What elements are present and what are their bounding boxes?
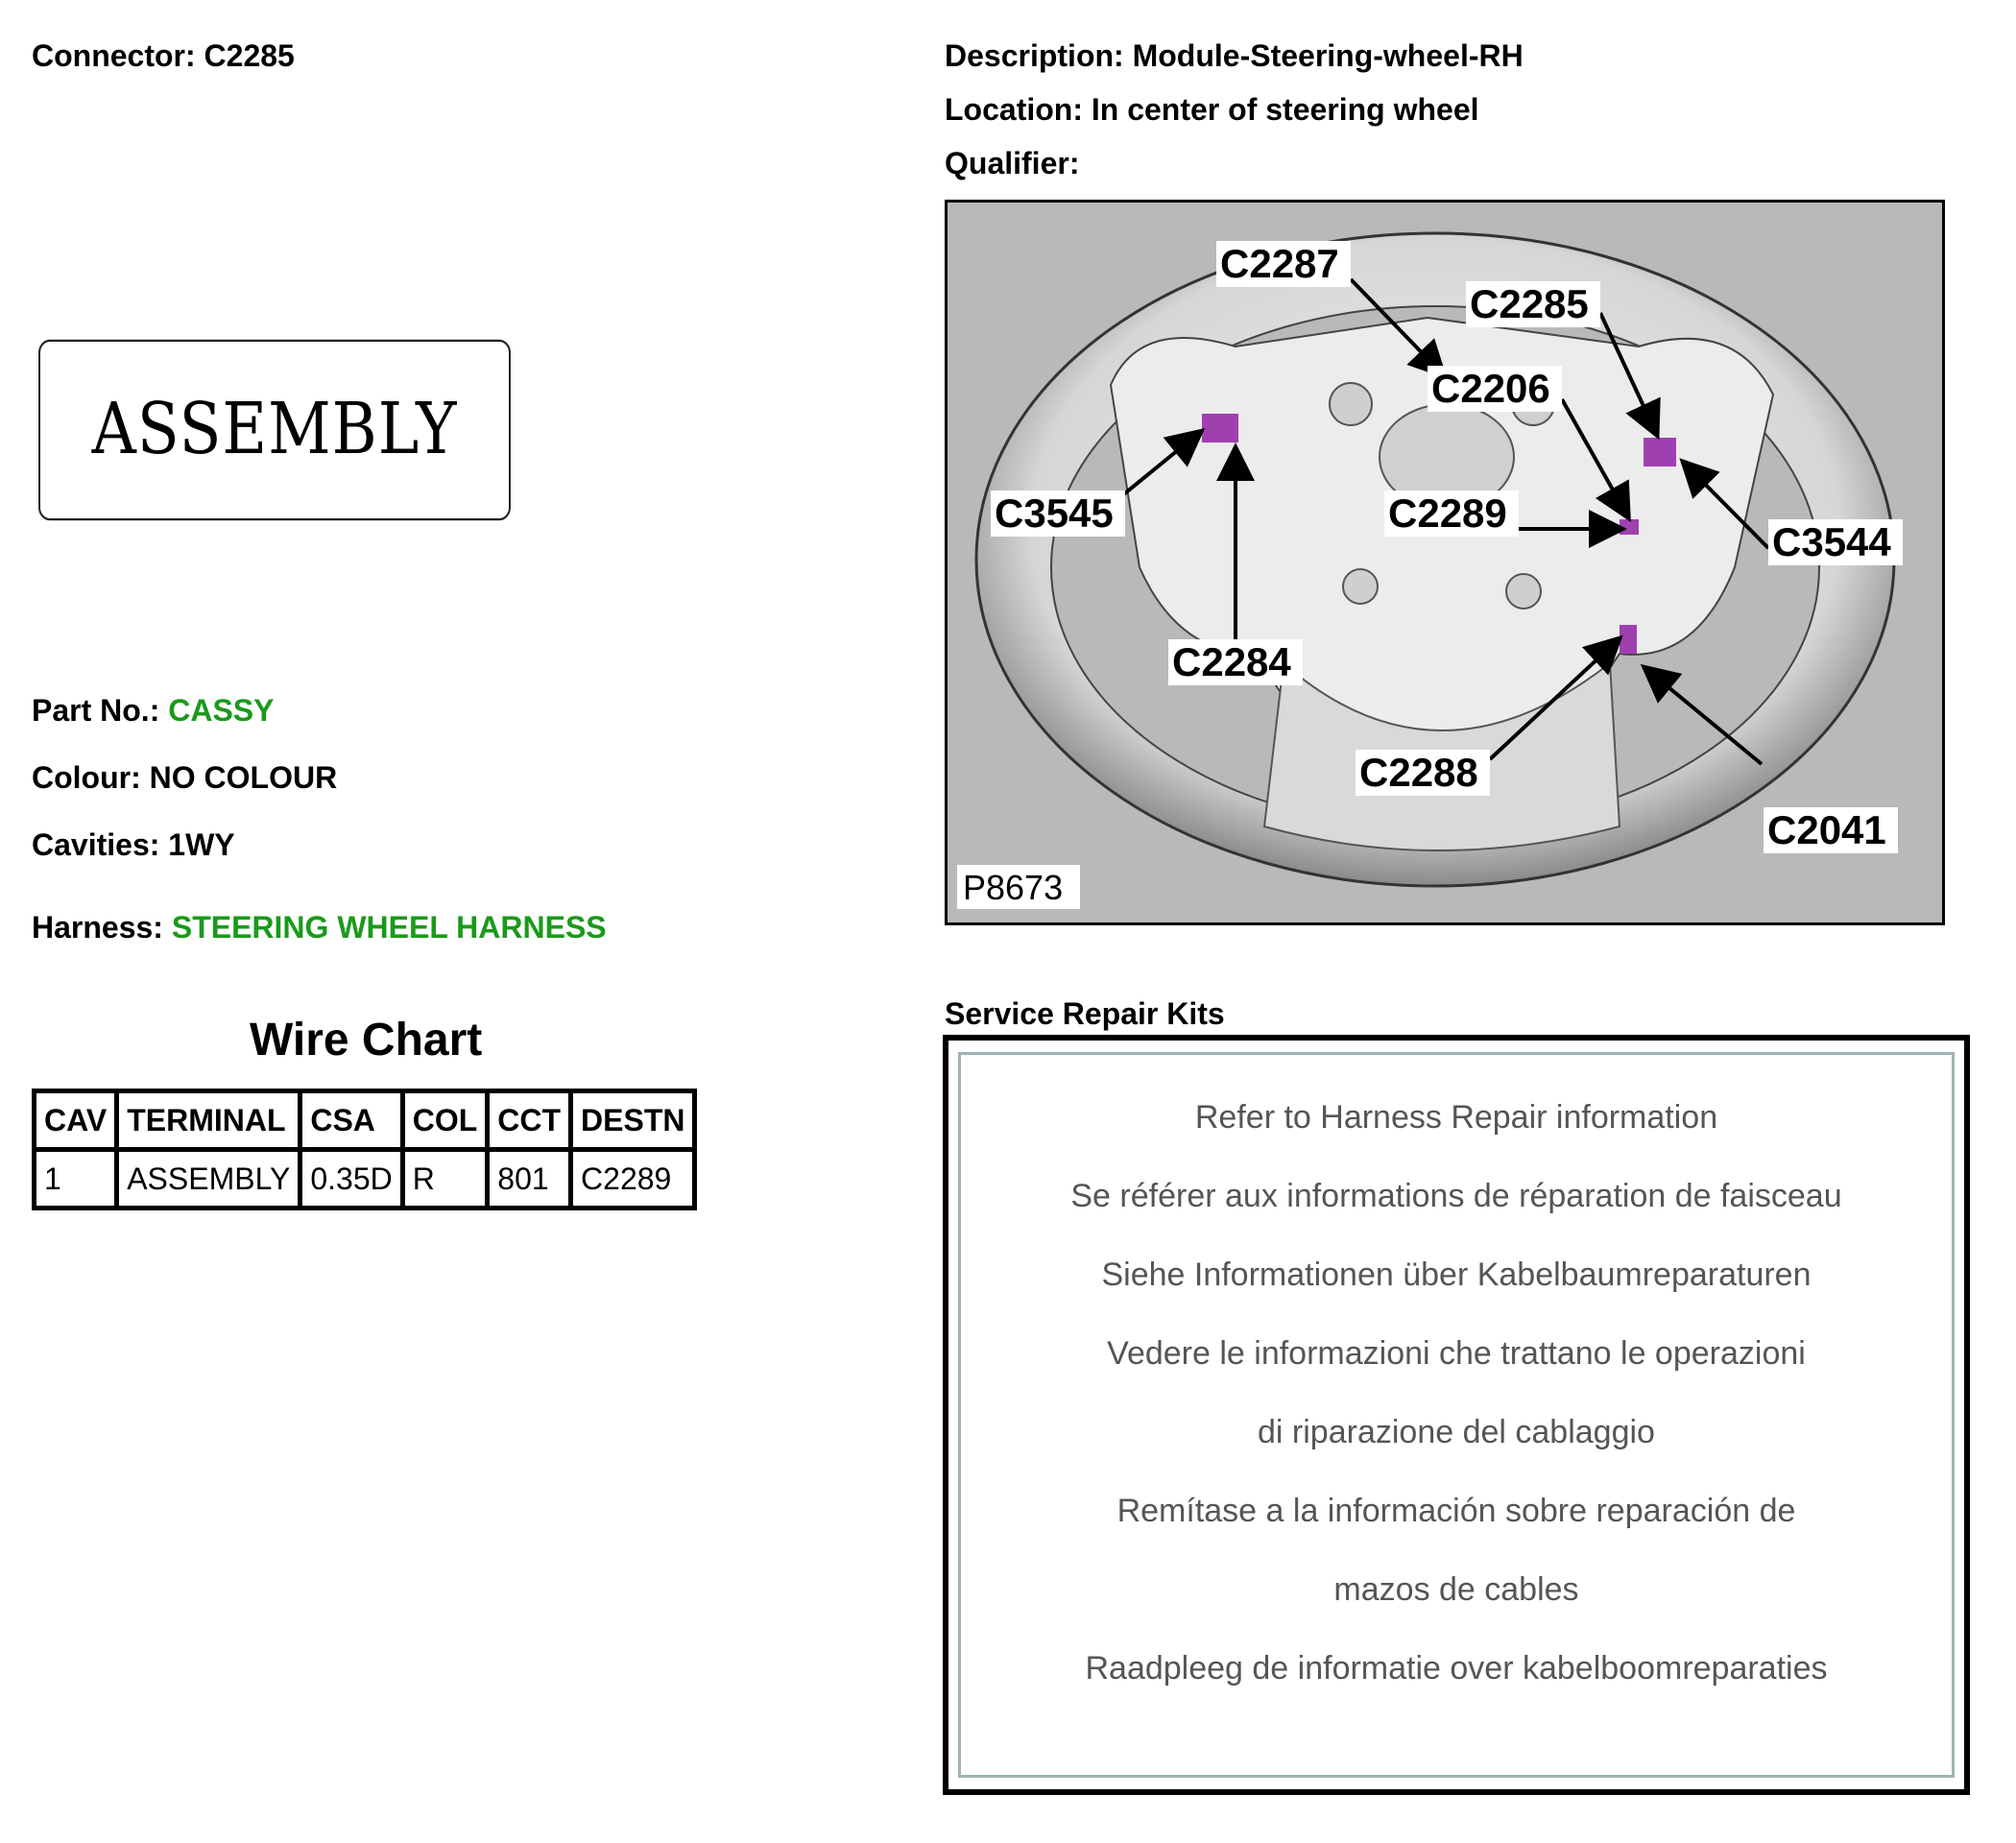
location-value: In center of steering wheel xyxy=(1091,92,1479,127)
col-header-terminal: TERMINAL xyxy=(117,1091,300,1150)
qualifier-label: Qualifier: xyxy=(945,146,1080,180)
connector-marker xyxy=(1644,438,1676,467)
colour-label: Colour: xyxy=(32,760,141,795)
kits-line: mazos de cables xyxy=(1333,1571,1579,1608)
table-row xyxy=(35,1150,695,1209)
kits-line: Refer to Harness Repair information xyxy=(1194,1099,1718,1136)
connector-marker xyxy=(1620,625,1637,654)
callout-label: C2284 xyxy=(1172,639,1291,684)
harness-value[interactable]: STEERING WHEEL HARNESS xyxy=(171,910,607,945)
harness-label: Harness: xyxy=(32,910,163,945)
kits-line: Vedere le informazioni che trattano le operazioni xyxy=(1107,1335,1806,1372)
service-kits-panel xyxy=(958,1052,1955,1778)
connector-face-image xyxy=(38,340,511,521)
cavities-value: 1WY xyxy=(168,827,235,862)
wire-chart-table xyxy=(32,1089,697,1210)
description-field xyxy=(945,38,1524,74)
kits-line: Se référer aux informations de réparation de faisceau xyxy=(1070,1178,1842,1214)
connector-marker xyxy=(1202,414,1238,443)
connector-marker xyxy=(1620,519,1639,535)
connector-title: Connector: C2285 xyxy=(32,38,295,73)
col-header-destn: DESTN xyxy=(571,1091,695,1150)
callout-label: C2289 xyxy=(1388,491,1507,536)
cell-terminal: ASSEMBLY xyxy=(117,1150,300,1209)
callout-label: C2206 xyxy=(1431,366,1550,411)
colour-field xyxy=(32,760,337,796)
qualifier-field xyxy=(945,146,1079,181)
steering-wheel-drawing xyxy=(948,203,1942,922)
colour-value: NO COLOUR xyxy=(149,760,338,795)
kits-line: di riparazione del cablaggio xyxy=(1258,1414,1655,1450)
wire-chart-header-row xyxy=(35,1091,695,1150)
steering-wheel-figure xyxy=(945,200,1945,925)
col-header-col: COL xyxy=(402,1091,488,1150)
kits-line: Raadpleeg de informatie over kabelboomreparaties xyxy=(1085,1650,1828,1687)
callout-label: C3545 xyxy=(995,491,1114,536)
service-kits-title: Service Repair Kits xyxy=(945,996,1225,1031)
callout-label: C2285 xyxy=(1470,281,1589,326)
callout-label: C2288 xyxy=(1359,750,1478,795)
kits-line: Siehe Informationen über Kabelbaumreparaturen xyxy=(1101,1257,1812,1293)
callout-label: C2287 xyxy=(1220,241,1339,286)
cell-cct: 801 xyxy=(488,1150,571,1209)
col-header-cav: CAV xyxy=(35,1091,117,1150)
location-label: Location: xyxy=(945,92,1083,127)
col-header-csa: CSA xyxy=(300,1091,402,1150)
description-label: Description: xyxy=(945,38,1124,73)
cell-col: R xyxy=(402,1150,488,1209)
callout-label: C3544 xyxy=(1772,519,1891,564)
service-kits-box xyxy=(943,1035,1970,1795)
cell-csa: 0.35D xyxy=(300,1150,402,1209)
harness-field xyxy=(32,910,607,945)
col-header-cct: CCT xyxy=(488,1091,571,1150)
cell-destn: C2289 xyxy=(571,1150,695,1209)
cavities-field xyxy=(32,827,235,863)
location-field xyxy=(945,92,1479,128)
cavities-label: Cavities: xyxy=(32,827,160,862)
part-no-value[interactable]: CASSY xyxy=(168,693,275,728)
description-value: Module-Steering-wheel-RH xyxy=(1132,38,1524,73)
assembly-label: ASSEMBLY xyxy=(91,389,458,471)
figure-id-label: P8673 xyxy=(963,868,1064,907)
kits-line: Remítase a la información sobre reparación de xyxy=(1116,1493,1796,1529)
cell-cav: 1 xyxy=(35,1150,117,1209)
callout-label: C2041 xyxy=(1767,807,1886,852)
part-no-label: Part No.: xyxy=(32,693,160,728)
wire-chart-title: Wire Chart xyxy=(250,1015,483,1065)
part-no-field xyxy=(32,693,274,729)
